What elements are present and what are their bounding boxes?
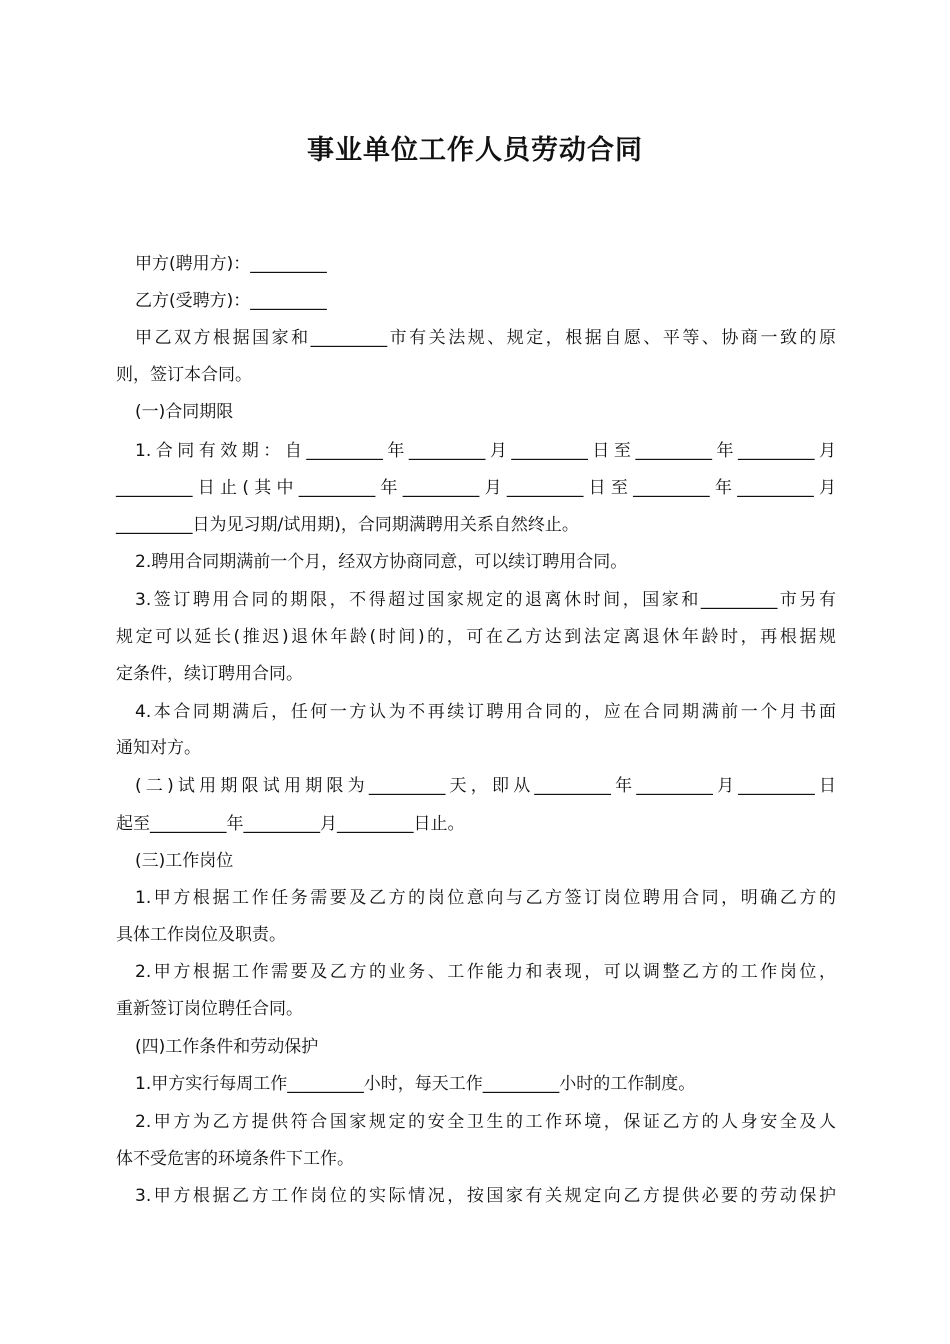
clause-4-2-line-2: 体不受危害的环境条件下工作。 xyxy=(116,1149,354,1169)
section-heading-position: (三)工作岗位 xyxy=(135,851,234,871)
preamble-line-1: 甲乙双方根据国家和_________市有关法规、规定，根据自愿、平等、协商一致的原 xyxy=(135,328,836,348)
party-b-line: 乙方(受聘方)：_________ xyxy=(135,291,327,311)
section-heading-term: (一)合同期限 xyxy=(135,402,234,422)
clause-4-3-line-1: 3.甲方根据乙方工作岗位的实际情况，按国家有关规定向乙方提供必要的劳动保护 xyxy=(135,1186,836,1206)
section-probation-line-1: (二)试用期限试用期限为_________天，即从_________年_________月_________日 xyxy=(135,776,836,796)
section-heading-conditions: (四)工作条件和劳动保护 xyxy=(135,1037,319,1057)
clause-1-3-line-3: 定条件，续订聘用合同。 xyxy=(116,664,303,684)
clause-1-4-line-1: 4.本合同期满后，任何一方认为不再续订聘用合同的，应在合同期满前一个月书面 xyxy=(135,702,836,722)
clause-1-2: 2.聘用合同期满前一个月，经双方协商同意，可以续订聘用合同。 xyxy=(135,552,628,572)
clause-3-1-line-2: 具体工作岗位及职责。 xyxy=(116,925,286,945)
clause-4-1: 1.甲方实行每周工作_________小时，每天工作_________小时的工作制度。 xyxy=(135,1074,696,1094)
clause-1-4-line-2: 通知对方。 xyxy=(116,738,201,758)
clause-1-3-line-2: 规定可以延长(推迟)退休年龄(时间)的，可在乙方达到法定离退休年龄时，再根据规 xyxy=(116,627,836,647)
clause-4-2-line-1: 2.甲方为乙方提供符合国家规定的安全卫生的工作环境，保证乙方的人身安全及人 xyxy=(135,1112,836,1132)
clause-3-2-line-1: 2.甲方根据工作需要及乙方的业务、工作能力和表现，可以调整乙方的工作岗位， xyxy=(135,962,836,982)
party-a-line: 甲方(聘用方)：_________ xyxy=(135,254,327,274)
clause-1-1-line-3: _________日为见习期/试用期)，合同期满聘用关系自然终止。 xyxy=(116,515,579,535)
clause-1-3-line-1: 3.签订聘用合同的期限，不得超过国家规定的退离休时间，国家和_________市另有 xyxy=(135,590,836,610)
clause-3-1-line-1: 1.甲方根据工作任务需要及乙方的岗位意向与乙方签订岗位聘用合同，明确乙方的 xyxy=(135,888,836,908)
clause-1-1-line-2: _________日止(其中_________年_________月_________日至_________年_________月 xyxy=(116,478,836,498)
document-title: 事业单位工作人员劳动合同 xyxy=(307,135,643,166)
clause-1-1-line-1: 1.合同有效期：自_________年_________月_________日至_________年_________月 xyxy=(135,441,836,461)
section-probation-line-2: 起至_________年_________月_________日止。 xyxy=(116,814,465,834)
clause-3-2-line-2: 重新签订岗位聘任合同。 xyxy=(116,999,303,1019)
preamble-line-2: 则，签订本合同。 xyxy=(116,365,252,385)
